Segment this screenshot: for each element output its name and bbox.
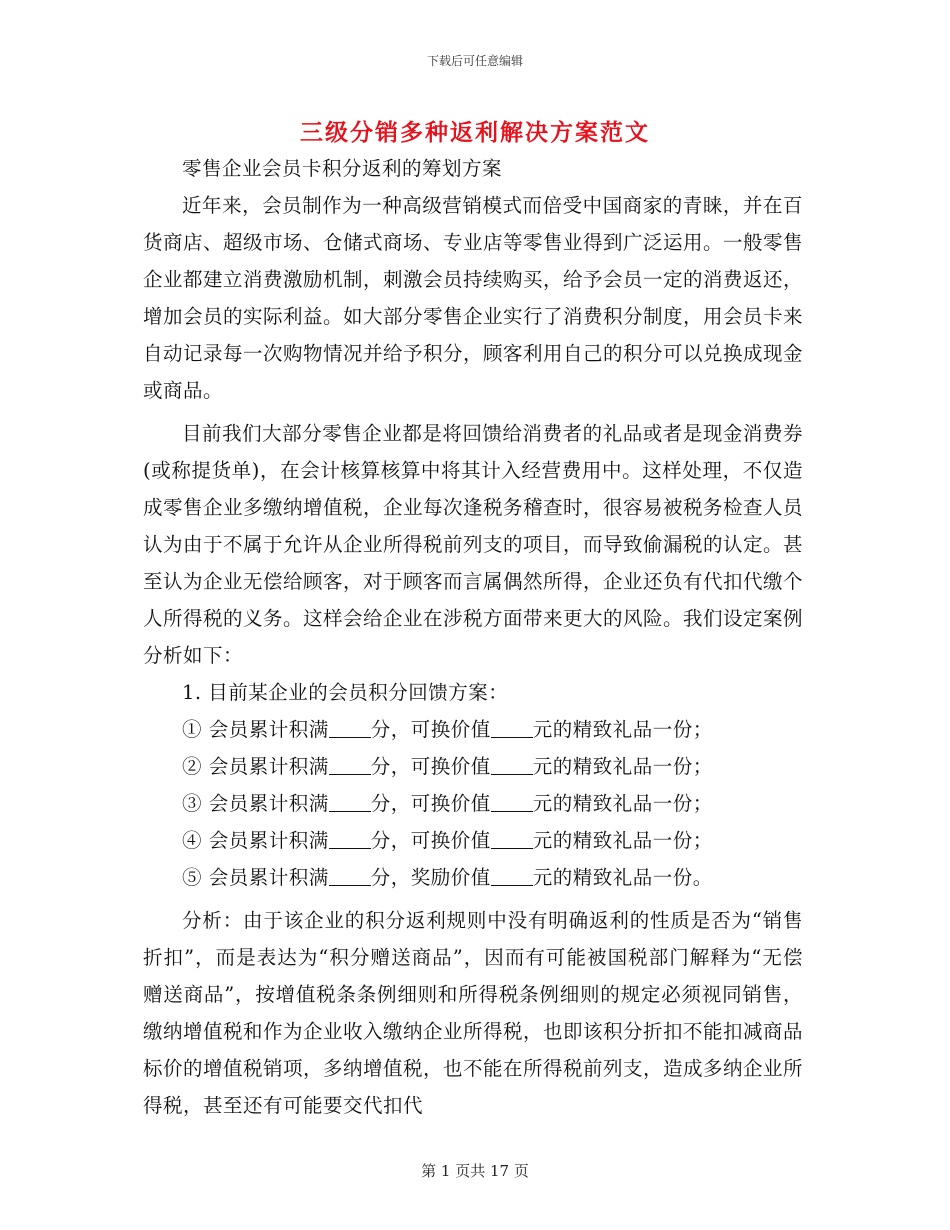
subtitle-paragraph: 零售企业会员卡积分返利的筹划方案 (182, 157, 503, 180)
list-item (143, 748, 803, 785)
blank-line (491, 719, 533, 738)
list-marker: ⑤ (182, 866, 203, 889)
list-text: 元的精致礼品一份； (532, 792, 713, 815)
blank-line (329, 719, 371, 738)
list-text: 分，可换价值 (370, 755, 491, 778)
page-footer: 第 1 页共 17 页 (421, 1162, 529, 1180)
list-text: 会员累计积满 (208, 829, 329, 852)
list-marker: ③ (182, 792, 203, 815)
list-text: 分，可换价值 (370, 829, 491, 852)
list-text: 分，奖励价值 (370, 866, 491, 889)
blank-line (491, 830, 533, 849)
blank-line (329, 867, 371, 886)
list-text: 元的精致礼品一份。 (532, 866, 713, 889)
list-marker: ② (182, 755, 203, 778)
list-text: 会员累计积满 (208, 755, 329, 778)
list-text: 会员累计积满 (208, 792, 329, 815)
blank-line (491, 867, 533, 886)
list-text: 分，可换价值 (370, 718, 491, 741)
list-text: 元的精致礼品一份； (532, 718, 713, 741)
list-item (143, 822, 803, 859)
blank-line (329, 793, 371, 812)
blank-line (329, 830, 371, 849)
list-marker: ① (182, 718, 203, 741)
list-item (143, 859, 803, 896)
blank-line (329, 756, 371, 775)
blank-line (491, 793, 533, 812)
case-heading: 1. 目前某企业的会员积分回馈方案： (182, 681, 509, 704)
current-practice-paragraph: 目前我们大部分零售企业都是将回馈给消费者的礼品或者是现金消费券(或称提货单)，在会计核算核算中将其计入经营费用中。这样处理，不仅造成零售企业多缴纳增值税，企业每次逢税务稽查时，很容易被税务检查人员认为由于不属于允许从企业所得税前列支的项目，而导致偷漏税的认定。甚至认为企业无偿给顾客，对于顾客而言属偶然所得，企业还负有代扣代缴个人所得税的义务。这样会给企业在涉税方面带来更大的风险。我们设定案例分析如下： (143, 422, 804, 667)
reward-list (143, 711, 803, 896)
list-text: 元的精致礼品一份； (532, 829, 713, 852)
list-text: 分，可换价值 (370, 792, 491, 815)
blank-line (491, 756, 533, 775)
list-text: 会员累计积满 (208, 718, 329, 741)
intro-paragraph: 近年来，会员制作为一种高级营销模式而倍受中国商家的青睐，并在百货商店、超级市场、仓储式商场、专业店等零售业得到广泛运用。一般零售企业都建立消费激励机制，刺激会员持续购买，给予会员一定的消费返还，增加会员的实际利益。如大部分零售企业实行了消费积分制度，用会员卡来自动记录每一次购物情况并给予积分，顾客利用自己的积分可以兑换成现金或商品。 (143, 194, 804, 402)
page-header: 下载后可任意编辑 (426, 54, 523, 68)
document-body (143, 150, 803, 1124)
list-marker: ④ (182, 829, 203, 852)
list-item (143, 785, 803, 822)
document-title: 三级分销多种返利解决方案范文 (300, 119, 650, 146)
list-text: 元的精致礼品一份； (532, 755, 713, 778)
analysis-paragraph: 分析：由于该企业的积分返利规则中没有明确返利的性质是否为“销售折扣”，而是表达为“积分赠送商品”，因而有可能被国税部门解释为“无偿赠送商品”，按增值税条条例细则和所得税条例细则的规定必须视同销售，缴纳增值税和作为企业收入缴纳企业所得税，也即该积分折扣不能扣减商品标价的增值税销项，多纳增值税，也不能在所得税前列支，造成多纳企业所得税，甚至还有可能要交代扣代 (143, 909, 804, 1117)
list-text: 会员累计积满 (208, 866, 329, 889)
list-item (143, 711, 803, 748)
